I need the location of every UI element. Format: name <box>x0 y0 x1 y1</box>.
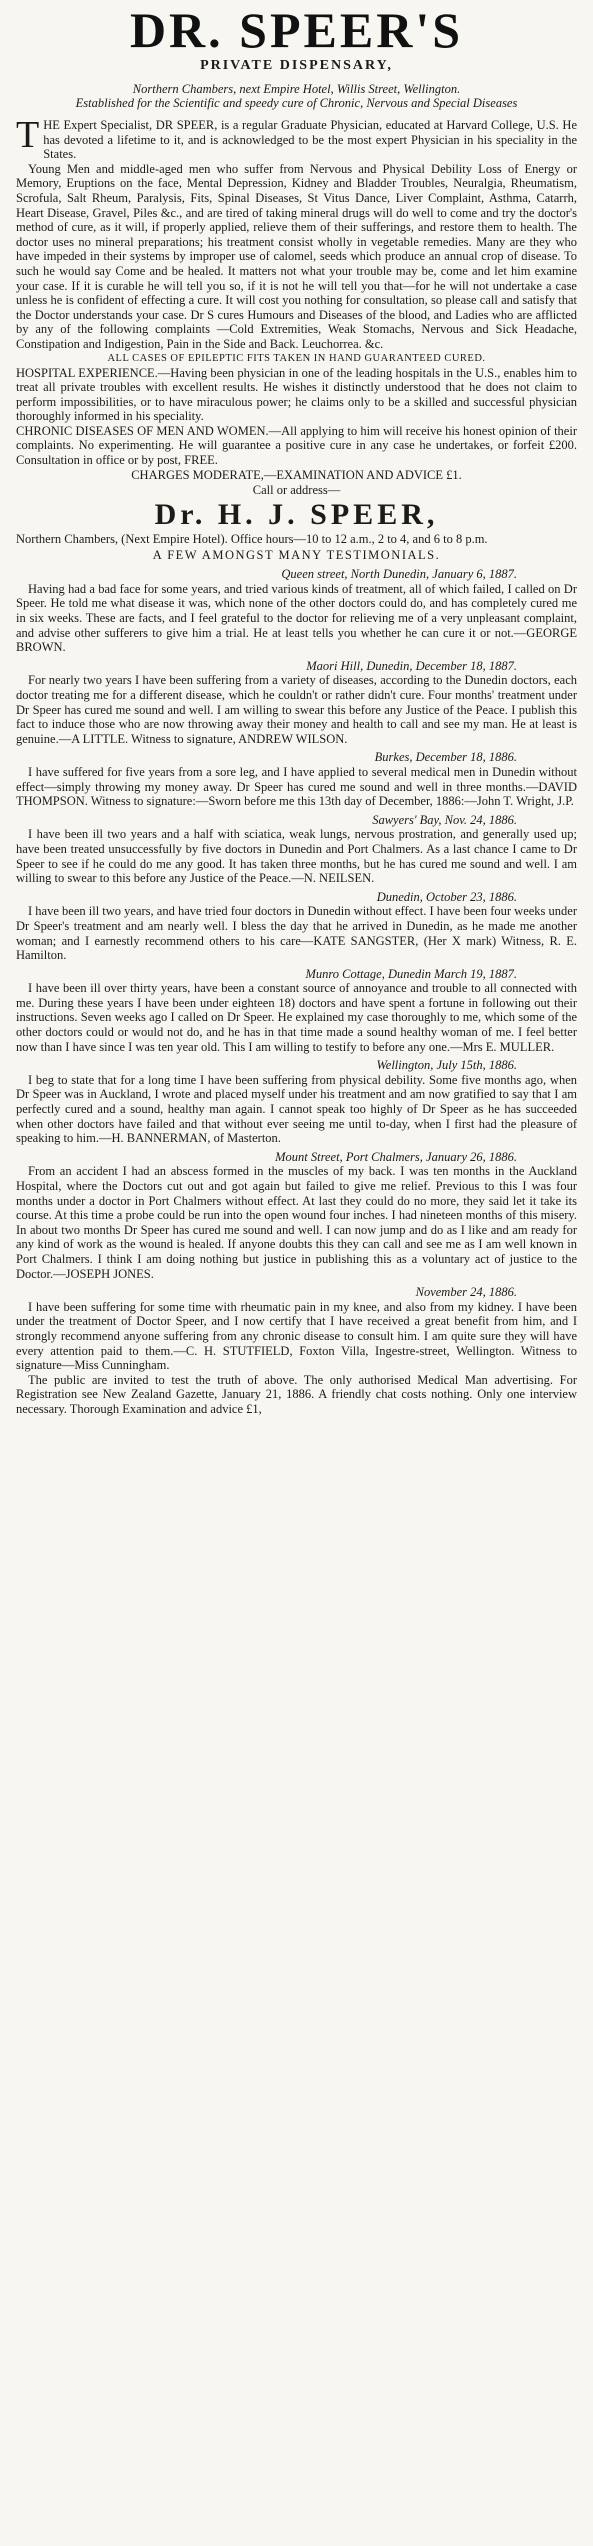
testimonial-text: I have been suffering for some time with rheumatic pain in my knee, and also from my kidney. I have been under the treatment of Doctor Speer, and I now certify that I have received a great benefit from him, and I strongly recommend anyone suffering from any chronic disease to consult him. I am quite sure they will have every attention paid to them.—C. H. STUTFIELD, Foxton Villa, Ingestre-street, Wellington. Witness to signature—Miss Cunningham. <box>16 1299 577 1373</box>
testimonial-text: I have suffered for five years from a sore leg, and I have applied to several medical men in Dunedin without effect—simply throwing my money away. Dr Speer has cured me sound and well in three months.—DAVID THOMPSON. Witness to signature:—Sworn before me this 13th day of December, 1886:—John T. Wright, J.P. <box>16 764 577 809</box>
testimonial <box>16 967 577 1055</box>
ad-title: DR. SPEER'S <box>129 2 464 58</box>
epileptic-fits-note: ALL CASES OF EPILEPTIC FITS TAKEN IN HAND GUARANTEED CURED. <box>107 352 486 364</box>
testimonial <box>16 659 577 747</box>
testimonial <box>16 890 577 963</box>
testimonial <box>16 750 577 808</box>
testimonial <box>16 813 577 886</box>
testimonial-text: I have been ill two years and a half with sciatica, weak lungs, nervous prostration, and generally used up; have been treated unsuccessfully by five doctors in Dunedin and Port Chalmers. As a last chance I came to Dr Speer to see if he could do me any good. It has taken three months, but he has cured me sound and well. I am willing to swear to this before any Justice of the Peace.—N. NEILSEN. <box>16 827 577 886</box>
testimonial-dateline: Dunedin, October 23, 1886. <box>376 889 517 904</box>
testimonial-text: I have been ill two years, and have tried four doctors in Dunedin without effect. I have been four weeks under Dr Speer's treatment and am nearly well. I bless the day that he arrived in Dunedin, as he made me another woman; and I earnestly recommend others to his care—KATE SANGSTER, (Her X mark) Witness, R. E. Hamilton. <box>16 904 577 963</box>
intro-paragraph <box>16 114 577 162</box>
call-or-address: Call or address— <box>252 482 341 497</box>
doctor-name: Dr. H. J. SPEER, <box>154 497 439 531</box>
testimonials-list <box>16 567 577 1372</box>
chronic-diseases-paragraph: CHRONIC DISEASES OF MEN AND WOMEN.—All applying to him will receive his honest opinion of their complaints. No experimenting. He will guarantee a positive cure in any case he undertakes, or forfeit £200. Consultation in office or by post, FREE. <box>16 423 577 468</box>
testimonial-text: Having had a bad face for some years, and tried various kinds of treatment, all of which failed, I called on Dr Speer. He told me what disease it was, which none of the other doctors could do, and has completely cured me in six weeks. These are facts, and I feel grateful to the doctor for relieving me of a very unpleasant complaint, and advise other sufferers to give him a trial. He at least tells you whether he can cure it or not.—GEORGE BROWN. <box>16 581 577 655</box>
testimonial-dateline: Sawyers' Bay, Nov. 24, 1886. <box>372 812 517 827</box>
testimonial <box>16 567 577 655</box>
charges-line: CHARGES MODERATE,—EXAMINATION AND ADVICE £1. <box>131 467 462 482</box>
office-hours: Northern Chambers, (Next Empire Hotel). Office hours—10 to 12 a.m., 2 to 4, and 6 to 8 p.m. <box>16 531 488 546</box>
hospital-experience-paragraph: HOSPITAL EXPERIENCE.—Having been physician in one of the leading hospitals in the U.S., enables him to treat all private troubles with excellent results. He wishes it distinctly understood that he does not claim to perform impossibilities, or to have miraculous power; he claims only to be a skilled and successful physician thoroughly informed in his speciality. <box>16 365 577 424</box>
conditions-paragraph: Young Men and middle-aged men who suffer from Nervous and Physical Debility Loss of Energy or Memory, Eruptions on the face, Mental Depression, Kidney and Bladder Troubles, Neuralgia, Rheumatism, Scrofula, Salt Rheum, Paralysis, Fits, Spinal Diseases, St Vitus Dance, Liver Complaint, Asthma, Catarrh, Heart Disease, Gravel, Piles &c., and are tired of taking mineral drugs will do well to come and try the doctor's method of cure, as it will, if properly applied, relieve them of their sufferings, and restore them to health. The doctor uses no mineral preparations; his treatment consist wholly in vegetable remedies. Many are they who have impeded in their systems by improper use of calomel, seeds which produce an annual crop of disease. To such he would say Come and be healed. It matters not what your trouble may be, come and let him examine your case. If it is curable he will tell you so, if it is not he will tell you that—for he will not undertake a case unless he is confident of effecting a cure. It will cost you nothing for consultation, so please call and satisfy that the Doctor understands your case. Dr S cures Humours and Diseases of the blood, and Ladies who are afflicted by any of the following complaints —Cold Extremities, Weak Stomachs, Nervous and Sick Headache, Constipation and Indigestion, Pain in the Side and Back. Leuchorrea. &c. <box>16 161 577 351</box>
testimonial-text: From an accident I had an abscess formed in the muscles of my back. I was ten months in the Auckland Hospital, where the Doctors cut out and got again but failed to give me relief. Previous to this I was four months under a doctor in Port Chalmers without effect. At last they could do no more, they said let it take its course. At this time a probe could be run into the open wound four inches. I had nineteen months of this misery. In about two months Dr Speer has cured me sound and well. I can now jump and do as I like and am ready for any kind of work as the wound is healed. If anyone doubts this they can call and see me as I am well known in Port Chalmers. I think I am doing nothing but justice in publishing this as a voluntary act of justice to the Doctor.—JOSEPH JONES. <box>16 1164 577 1281</box>
intro-text: HE Expert Specialist, DR SPEER, is a regular Graduate Physician, educated at Harvard College, U.S. He has devoted a lifetime to it, and is acknowledged to be the most expert Physician in his speciality in the States. <box>43 118 577 162</box>
testimonial-dateline: Burkes, December 18, 1886. <box>374 750 517 765</box>
ad-subtitle: PRIVATE DISPENSARY, <box>200 58 393 73</box>
testimonial-dateline: Wellington, July 15th, 1886. <box>376 1058 517 1073</box>
address-line-2: Established for the Scientific and speedy cure of Chronic, Nervous and Special Diseases <box>75 96 518 110</box>
testimonial-dateline: Maori Hill, Dunedin, December 18, 1887. <box>306 658 517 673</box>
footer-paragraph: The public are invited to test the truth of above. The only authorised Medical Man advertising. For Registration see New Zealand Gazette, January 21, 1886. A friendly chat costs nothing. Only one interview necessary. Thorough Examination and advice £1, <box>16 1372 577 1416</box>
testimonial <box>16 1150 577 1281</box>
testimonial-dateline: Munro Cottage, Dunedin March 19, 1887. <box>305 966 517 981</box>
testimonial-text: For nearly two years I have been suffering from a variety of diseases, according to the Dunedin doctors, each doctor treating me for a different disease, which he couldn't or rather didn't cure. Four months' treatment under Dr Speer has cured me sound and well. I am willing to swear this before any Justice of the Peace. I publish this fact to induce those who are now throwing away their money and health to call and see my man. He at least is genuine.—A LITTLE. Witness to signature, ANDREW WILSON. <box>16 673 577 746</box>
address-line-1: Northern Chambers, next Empire Hotel, Willis Street, Wellington. <box>132 82 461 96</box>
testimonial-text: I beg to state that for a long time I have been suffering from physical debility. Some five months ago, when Dr Speer was in Auckland, I wrote and placed myself under his treatment and am now gratified to say that I am perfectly cured and a sound, healthy man again. I cannot speak too highly of Dr Speer as he has succeeded when other doctors have failed and that without ever seeing me until to-day, when I first had the pleasure of speaking to him.—H. BANNERMAN, of Masterton. <box>16 1072 577 1146</box>
testimonial <box>16 1058 577 1146</box>
testimonial <box>16 1285 577 1373</box>
testimonial-dateline: Queen street, North Dunedin, January 6, 1887. <box>281 567 517 582</box>
drop-cap: T <box>16 114 40 156</box>
testimonial-text: I have been ill over thirty years, have been a constant source of annoyance and trouble to all connected with me. During these years I have been under eighteen 18) doctors and have spent a fortune in following out their instructions. Seven weeks ago I called on Dr Speer. He explained my case thoroughly to me, which some of the other doctors could or would not do, and he has in that time made a sound healthy woman of me. I feel better now than I have since I was ten year old. This I am willing to testify to before any one.—Mrs E. MULLER. <box>16 981 577 1054</box>
testimonials-heading: A FEW AMONGST MANY TESTIMONIALS. <box>152 548 441 563</box>
testimonial-dateline: Mount Street, Port Chalmers, January 26, 1886. <box>275 1149 517 1164</box>
testimonial-dateline: November 24, 1886. <box>415 1285 517 1300</box>
